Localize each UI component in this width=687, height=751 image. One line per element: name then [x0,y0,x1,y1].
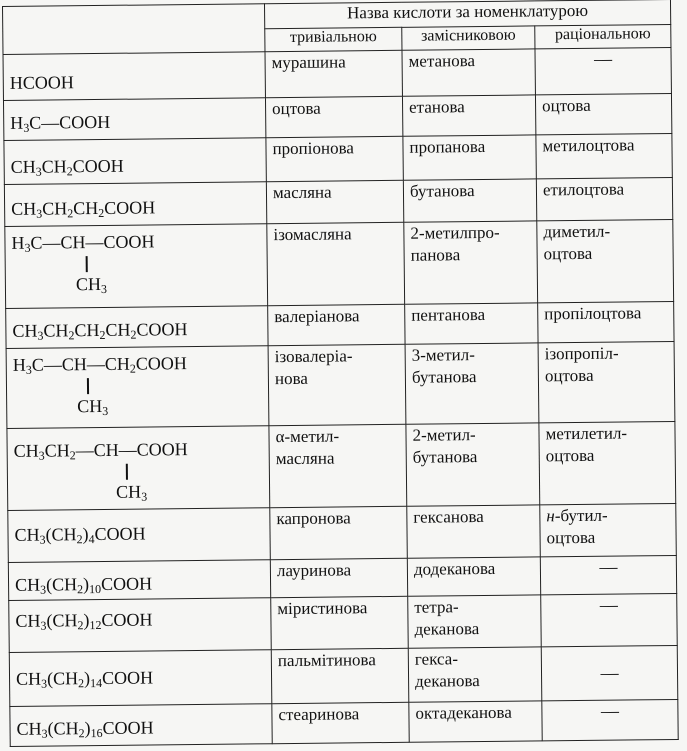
trivial-name: пропіонова [266,136,403,181]
trivial-name: α-метил- масляна [269,424,407,507]
table-row [4,133,672,184]
table-row [4,177,672,226]
formula-cell: $CH_3(CH_2)_{12}COOH$ [9,598,272,653]
trivial-name: ізомасляна [267,222,405,305]
rational-name: диметил- оцтова [537,219,674,302]
trivial-name: капронова [270,506,408,559]
table-row [3,93,671,140]
substitutive-name: додеканова [407,557,540,596]
trivial-header: тривіальною [265,27,402,51]
formula-cell: $CH_3CH_2CH_2COOH$ [4,182,266,227]
substitutive-name: 3-метил- бутанова [405,343,539,424]
rational-name: пропілоцтова [538,301,674,342]
carboxylic-acids-table [2,0,679,747]
formula-cell: $CH_3CH_2—CH—COOH$ $CH_3$ [7,426,270,511]
substitutive-name: 2-метилпро- панова [404,221,538,304]
rational-name: н-бутил- оцтова [540,503,677,556]
substitutive-name: гексанова [407,505,541,558]
table-row [8,503,677,562]
substitutive-name: пропанова [403,135,536,180]
rational-name: ізопропіл- оцтова [538,341,675,422]
formula-cell: $CH_3(CH_2)_4COOH$ [8,508,271,563]
formula-cell: $H_3C—CH—COOH$ $CH_3$ [5,224,268,309]
substitutive-name: гекса- деканова [408,647,542,702]
rational-name: — [535,47,671,94]
nomenclature-header: Назва кислоти за номенклатурою [264,0,670,29]
trivial-name: оцтова [265,96,402,137]
formula-cell: $CH_3(CH_2)_{14}COOH$ [9,650,272,707]
table-row [3,47,671,100]
rational-name: оцтова [535,93,671,134]
rational-name: — [540,555,676,594]
trivial-name: ізовалеріа- нова [268,344,406,425]
substitutive-name: метанова [402,49,535,96]
formula-cell: $CH_3CH_2CH_2CH_2COOH$ [6,306,268,349]
formula-cell: $H_3C—CH—CH_2COOH$ $CH_3$ [6,346,269,429]
table-row [5,219,674,308]
table-row [9,593,678,652]
trivial-name: мурашина [265,50,402,97]
trivial-name: пальмітинова [271,648,409,703]
rational-header: раціональною [535,24,671,48]
formula-cell: $CH_3(CH_2)_{10}COOH$ [8,560,270,601]
trivial-name: стеаринова [272,702,409,743]
table-row [10,699,678,746]
rational-name: метилетил- оцтова [539,421,676,504]
substitutive-name: 2-метил- бутанова [406,423,540,506]
table-row [6,301,674,348]
substitutive-name: тетра- деканова [408,595,542,648]
substitutive-name: етанова [402,95,535,136]
rational-name: — [541,593,678,646]
trivial-name: валеріанова [268,304,405,345]
trivial-name: масляна [266,180,403,223]
rational-name: — [541,645,678,700]
rational-name: метилоцтова [536,133,672,178]
substitutive-header: замісниковою [402,26,535,50]
rational-name: — [542,699,678,740]
substitutive-name: пентанова [405,303,538,344]
substitutive-name: бутанова [403,179,536,222]
rational-name: етилоцтова [536,177,672,220]
table-row [9,645,678,706]
trivial-name: лауринова [270,558,407,597]
formula-cell: $H_3C—COOH$ [3,98,265,141]
table-row [7,421,676,510]
table-row [6,341,675,428]
formula-column-header [3,4,265,55]
formula-cell: $CH_3CH_2COOH$ [4,138,266,185]
formula-cell: HCOOH [3,52,265,101]
trivial-name: міристинова [271,596,409,649]
formula-cell: $CH_3(CH_2)_{16}COOH$ [10,704,272,747]
substitutive-name: октадеканова [409,701,542,742]
